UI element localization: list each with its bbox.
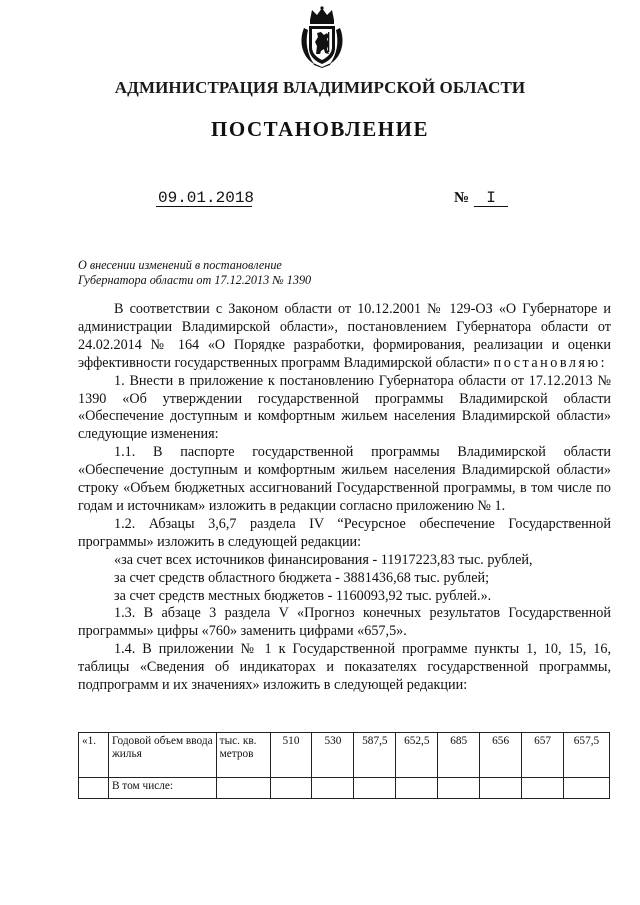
unit-cell: тыс. кв. метров [216,733,270,778]
indicators-table [78,732,610,799]
unit-cell [216,778,270,799]
paragraph-1: 1. Внести в приложение к постановлению Губернатора области от 17.12.2013 № 1390 «Об утверждении государственной программы Владимирской области «Обеспечение доступным и комфортным жильем населения Владимирской области» следующие изменения: [78,372,611,443]
value-cell: 652,5 [396,733,438,778]
paragraph-1-3: 1.3. В абзаце 3 раздела V «Прогноз конечных результатов Государственной программы» цифры «760» заменить цифрами «657,5». [78,605,611,640]
preamble-decree: постановляю: [493,354,608,371]
value-cell: 657 [522,733,564,778]
indicators-table-wrap [78,732,610,799]
subject-line-2: Губернатора области от 17.12.2013 № 1390 [78,273,312,287]
value-cell: 685 [438,733,480,778]
value-cell [522,778,564,799]
quote-line-3: за счет средств местных бюджетов - 1160093,92 тыс. рублей.». [114,587,492,604]
row-number [79,778,109,799]
value-cell: 657,5 [564,733,610,778]
value-cell [396,778,438,799]
value-cell: 530 [312,733,354,778]
preamble-text: В соответствии с Законом области от 10.12.2001 № 129-ОЗ «О Губернаторе и администрации Владимирской области», постановлением Губернатора области от 24.02.2014 № 164 «О Порядке разработки, формирования, реализации и оценки эффективности государственных программ Владимирской области» [78,301,611,371]
indicator-name: В том числе: [108,778,216,799]
document-subject [78,258,408,288]
document-number: I [474,190,508,207]
table-row [79,778,610,799]
value-cell [564,778,610,799]
preamble-paragraph [78,301,611,373]
value-cell [312,778,354,799]
value-cell: 656 [480,733,522,778]
organization-title: АДМИНИСТРАЦИЯ ВЛАДИМИРСКОЙ ОБЛАСТИ [114,78,526,97]
indicator-name: Годовой объем ввода жилья [108,733,216,778]
document-body [78,301,611,695]
value-cell [438,778,480,799]
document-date: 09.01.2018 [158,189,255,207]
value-cell: 587,5 [354,733,396,778]
row-number: «1. [79,733,109,778]
paragraph-1-2: 1.2. Абзацы 3,6,7 раздела IV “Ресурсное обеспечение Государственной программы» изложить в следующей редакции: [78,515,611,550]
value-cell [354,778,396,799]
table-row [79,733,610,778]
value-cell [480,778,522,799]
quote-line-2: за счет средств областного бюджета - 3881436,68 тыс. рублей; [114,569,490,586]
document-type: ПОСТАНОВЛЕНИЕ [211,117,429,141]
coat-of-arms-icon [298,6,346,68]
quote-line-1: «за счет всех источников финансирования - 11917223,83 тыс. рублей, [114,551,533,568]
paragraph-1-1: 1.1. В паспорте государственной программы Владимирской области «Обеспечение доступным и комфортным жильем населения Владимирской области» строку «Объем бюджетных ассигнований Государственной программы, в том числе по годам и источникам» изложить в редакции согласно приложению № 1. [78,444,611,514]
value-cell: 510 [270,733,312,778]
paragraph-1-4: 1.4. В приложении № 1 к Государственной программе пункты 1, 10, 15, 16, таблицы «Сведения об индикаторах и показателях государственной программы, подпрограмм и их значениях» изложить в следующей редакции: [78,641,611,694]
subject-line-1: О внесении изменений в постановление [78,258,282,272]
value-cell [270,778,312,799]
number-label: № [454,190,470,206]
